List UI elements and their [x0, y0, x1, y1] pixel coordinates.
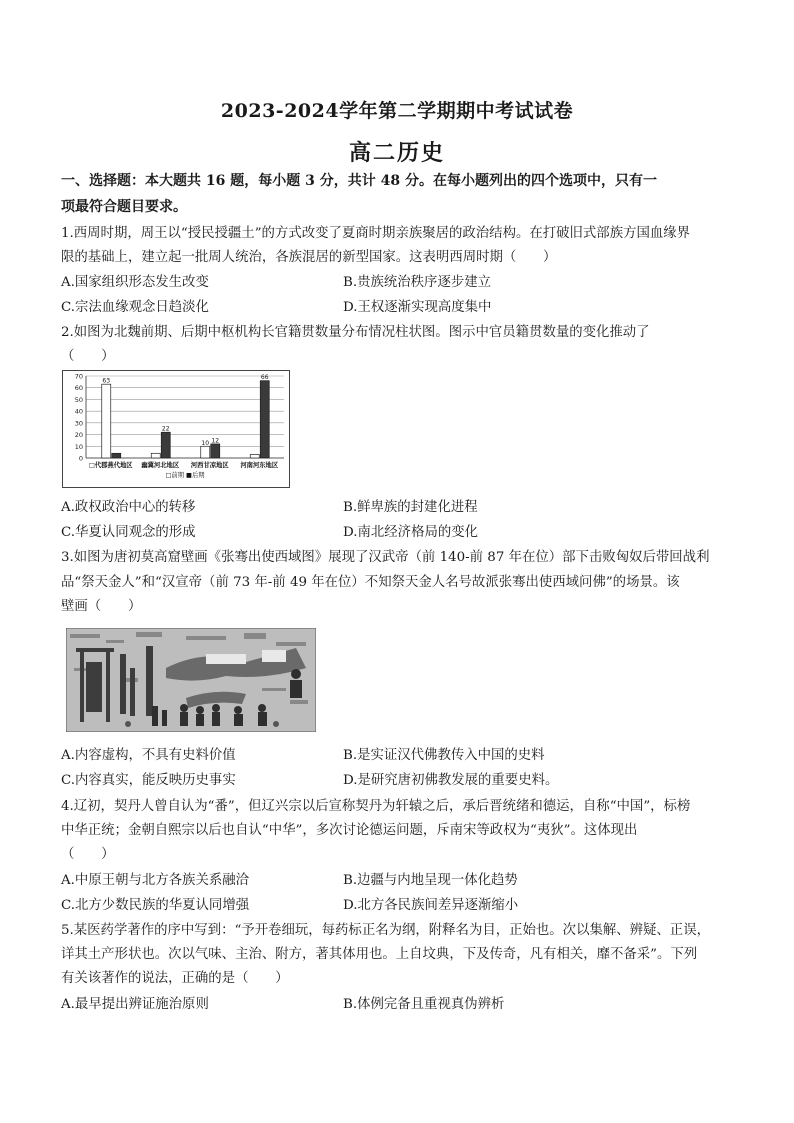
q1-stem-line-2: 限的基础上，建立起一批周人统治，各族混居的新型国家。这表明西周时期（ ） — [61, 250, 557, 265]
q3-stem-line-3: 壁画（ ） — [61, 599, 142, 614]
q4-stem-line-3: （ ） — [61, 847, 115, 862]
q5-stem-line-1: 5.某医药学著作的序中写到：“予开卷细玩，每药标正名为纲，附释名为目，正始也。次以集解、辨疑、正误， — [61, 923, 710, 938]
bar-0-0 — [102, 384, 111, 458]
y-tick-label-5: 50 — [74, 395, 83, 404]
exam-title: 2023-2024学年第二学期期中考试试卷 — [220, 100, 574, 122]
bar-chart — [62, 370, 290, 488]
q5-option-a[interactable]: A.最早提出辨证施治原则 — [61, 997, 209, 1012]
x-tick-label-1: 幽冀河北地区 — [141, 462, 180, 469]
bar-1-3 — [260, 381, 269, 458]
bar-0-2 — [201, 446, 210, 458]
q1-option-c[interactable]: C.宗法血缘观念日趋淡化 — [61, 300, 209, 315]
y-tick-label-2: 20 — [74, 431, 83, 440]
q1-option-b[interactable]: B.贵族统治秩序逐步建立 — [343, 275, 492, 290]
q5-stem-line-3: 有关该著作的说法，正确的是（ ） — [61, 971, 289, 986]
data-label-1-3: 66 — [260, 374, 269, 382]
q2-option-b[interactable]: B.鲜卑族的封建化进程 — [343, 500, 478, 515]
bar-0-3 — [250, 454, 259, 458]
q2-stem-line-2: （ ） — [61, 349, 115, 364]
section-instruction-line-1: 一、选择题：本大题共 16 题，每小题 3 分，共计 48 分。在每小题列出的四个选项中，只有一 — [61, 173, 657, 189]
q4-option-c[interactable]: C.北方少数民族的华夏认同增强 — [61, 898, 250, 913]
q2-stem-line-1: 2.如图为北魏前期、后期中枢机构长官籍贯数量分布情况柱状图。图示中官员籍贯数量的变化推动了 — [61, 325, 650, 340]
bar-chart-figure — [62, 370, 290, 488]
y-tick-label-4: 40 — [74, 407, 83, 416]
x-tick-label-0: □代郡燕代地区 — [88, 462, 133, 469]
q1-option-a[interactable]: A.国家组织形态发生改变 — [61, 275, 209, 290]
mural-image — [66, 628, 316, 732]
q5-option-b[interactable]: B.体例完备且重视真伪辨析 — [343, 997, 505, 1012]
q3-option-c[interactable]: C.内容真实，能反映历史事实 — [61, 773, 236, 788]
bar-0-1 — [151, 453, 160, 458]
section-instruction-line-2: 项最符合题目要求。 — [61, 199, 187, 215]
q4-option-d[interactable]: D.北方各民族间差异逐渐缩小 — [343, 898, 519, 913]
chart-frame — [63, 371, 290, 488]
y-tick-label-7: 70 — [74, 372, 83, 381]
y-tick-label-1: 10 — [74, 442, 83, 451]
q2-option-c[interactable]: C.华夏认同观念的形成 — [61, 525, 196, 540]
q3-option-b[interactable]: B.是实证汉代佛教传入中国的史料 — [343, 748, 545, 763]
data-label-0-0: 63 — [102, 377, 111, 385]
q2-option-d[interactable]: D.南北经济格局的变化 — [343, 525, 479, 540]
q3-option-d[interactable]: D.是研究唐初佛教发展的重要史料。 — [343, 773, 559, 788]
y-tick-label-0: 0 — [78, 454, 83, 463]
q3-stem-line-1: 3.如图为唐初莫高窟壁画《张骞出使西域图》展现了汉武帝（前 140-前 87 年在位）部下击败匈奴后带回战利 — [61, 550, 710, 565]
q2-option-a[interactable]: A.政权政治中心的转移 — [61, 500, 196, 515]
q1-option-d[interactable]: D.王权逐渐实现高度集中 — [343, 300, 492, 315]
mural-illustration — [66, 628, 316, 732]
bar-1-0 — [112, 453, 121, 458]
q4-option-b[interactable]: B.边疆与内地呈现一体化趋势 — [343, 873, 518, 888]
q3-stem-line-2: 品“祭天金人”和“汉宣帝（前 73 年-前 49 年在位）不知祭天金人名号故派张骞出使西域问佛”的场景。该 — [61, 575, 680, 590]
bar-1-2 — [211, 444, 220, 458]
bar-1-1 — [161, 432, 170, 458]
exam-subject: 高二历史 — [348, 140, 445, 166]
y-tick-label-3: 30 — [74, 419, 83, 428]
data-label-1-2: 12 — [211, 437, 220, 445]
data-label-1-1: 22 — [161, 425, 170, 433]
q4-stem-line-1: 4.辽初，契丹人曾自认为“番”，但辽兴宗以后宣称契丹为轩辕之后，承后晋统绪和德运，自称“中国”，标榜 — [61, 799, 691, 814]
q4-option-a[interactable]: A.中原王朝与北方各族关系融洽 — [61, 873, 250, 888]
q3-option-a[interactable]: A.内容虚构，不具有史料价值 — [61, 748, 236, 763]
x-tick-label-3: 河南河东地区 — [240, 462, 279, 469]
q1-stem-line-1: 1.西周时期，周王以“授民授疆土”的方式改变了夏商时期亲族聚居的政治结构。在打破旧式部族方国血缘界 — [61, 226, 691, 241]
q5-stem-line-2: 详其土产形状也。次以气味、主治、附方，著其体用也。上自坟典，下及传奇，凡有相关，靡不备采”。下列 — [61, 947, 698, 962]
data-label-0-2: 10 — [201, 439, 210, 447]
chart-legend: □前期 ■后期 — [165, 472, 205, 479]
y-tick-label-6: 60 — [74, 384, 83, 393]
x-tick-label-2: 河西甘凉地区 — [190, 462, 229, 469]
q4-stem-line-2: 中华正统；金朝自熙宗以后也自认“中华”，多次讨论德运问题，斥南宋等政权为“夷狄”。这体现出 — [61, 823, 638, 838]
